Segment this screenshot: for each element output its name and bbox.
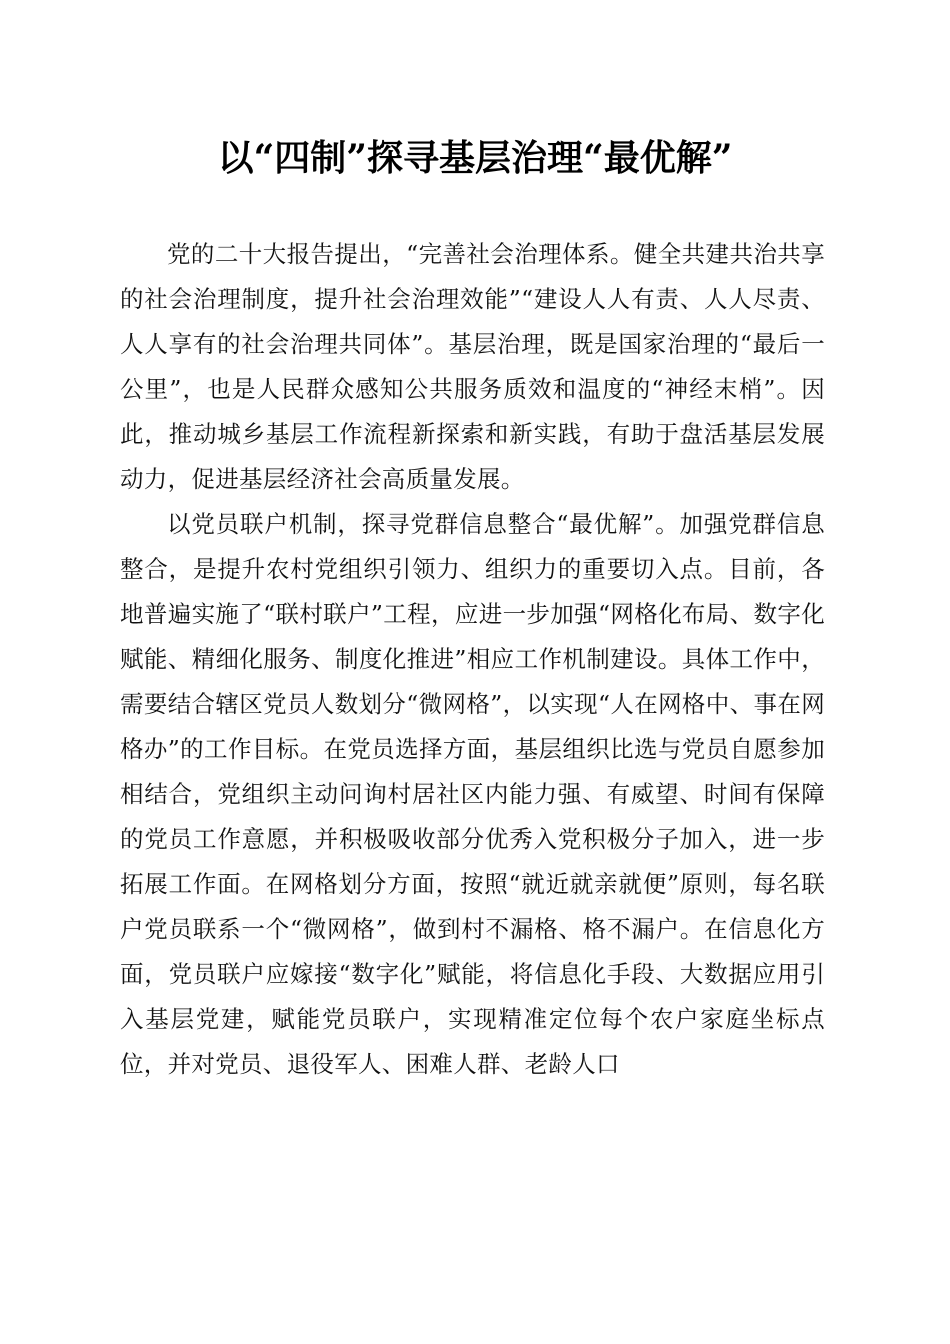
document-body bbox=[120, 232, 825, 1087]
paragraph: 以党员联户机制，探寻党群信息整合“最优解”。加强党群信息整合，是提升农村党组织引领力、组织力的重要切入点。目前，各地普遍实施了“联村联户”工程，应进一步加强“网格化布局、数字化赋能、精细化服务、制度化推进”相应工作机制建设。具体工作中，需要结合辖区党员人数划分“微网格”，以实现“人在网格中、事在网格办”的工作目标。在党员选择方面，基层组织比选与党员自愿参加相结合，党组织主动问询村居社区内能力强、有威望、时间有保障的党员工作意愿，并积极吸收部分优秀入党积极分子加入，进一步拓展工作面。在网格划分方面，按照“就近就亲就便”原则，每名联户党员联系一个“微网格”，做到村不漏格、格不漏户。在信息化方面，党员联户应嫁接“数字化”赋能，将信息化手段、大数据应用引入基层党建，赋能党员联户，实现精准定位每个农户家庭坐标点位，并对党员、退役军人、困难人群、老龄人口 bbox=[120, 510, 825, 1078]
paragraph: 党的二十大报告提出，“完善社会治理体系。健全共建共治共享的社会治理制度，提升社会治理效能”“建设人人有责、人人尽责、人人享有的社会治理共同体”。基层治理，既是国家治理的“最后一公里”，也是人民群众感知公共服务质效和温度的“神经末梢”。因此，推动城乡基层工作流程新探索和新实践，有助于盘活基层发展动力，促进基层经济社会高质量发展。 bbox=[120, 240, 825, 493]
document-title: 以“四制”探寻基层治理“最优解” bbox=[217, 137, 733, 179]
